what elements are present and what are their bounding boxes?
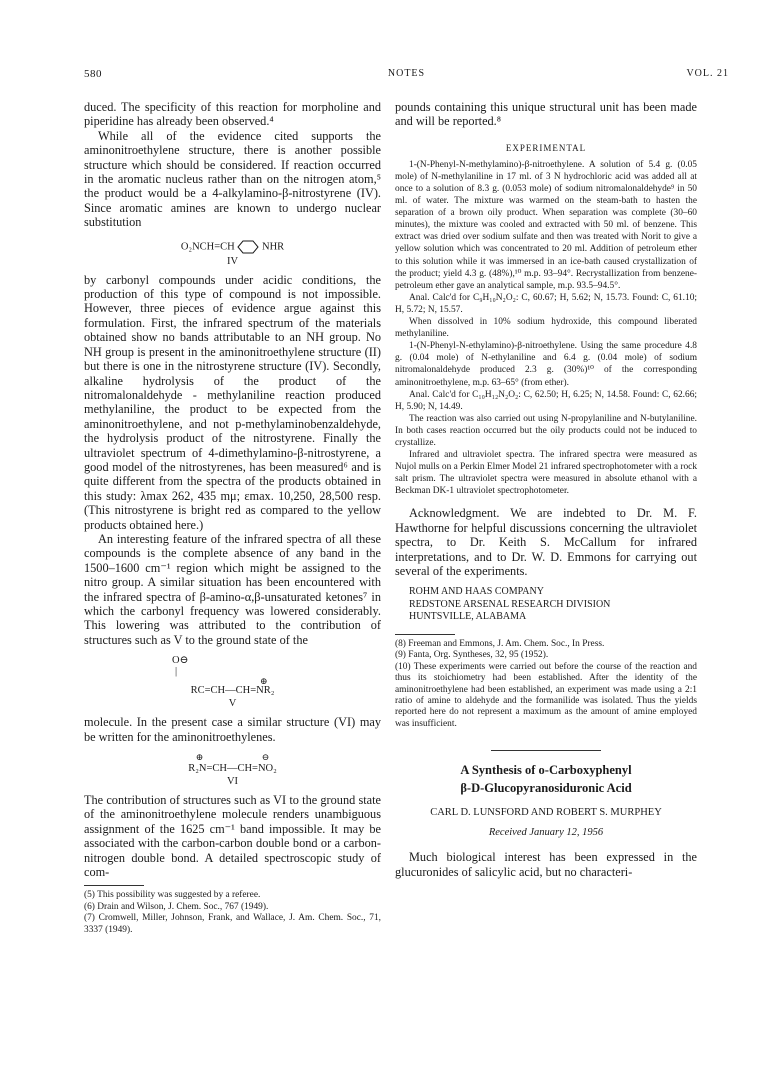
paragraph: While all of the evidence cited supports the aminonitroethylene structure, there is another possible structure which should be considered. If reaction occurred in the aromatic nucleus rather than on the nitrogen atom,⁵ the product would be a 4-alkylamino-β-nitrostyrene (IV). Since aromatic amines are known to undergo nuclear substitution xyxy=(84,128,381,230)
footnote-rule xyxy=(395,634,455,635)
footnote: (6) Drain and Wilson, J. Chem. Soc., 767 (1949). xyxy=(84,901,269,912)
formula-text: O⊖ xyxy=(172,655,189,667)
formula-iv xyxy=(84,240,381,267)
paragraph: pounds containing this unique structural unit has been made and will be reported.⁸ xyxy=(395,100,697,129)
formula-text: RC=CH—CH=NR₂ xyxy=(190,685,275,697)
affiliation-line: ROHM AND HAAS COMPANY xyxy=(409,586,544,598)
experimental-paragraph: Anal. Calc'd for C₁₀H₁₂N₂O₂: C, 62.50; H, 6.25; N, 14.58. Found: C, 62.66; H, 5.90; N, 14.49. xyxy=(395,389,697,412)
footnote: (8) Freeman and Emmons, J. Am. Chem. Soc., In Press. xyxy=(395,638,605,649)
benzene-ring-icon xyxy=(237,240,259,254)
experimental-paragraph: 1-(N-Phenyl-N-ethylamino)-β-nitroethylene. Using the same procedure 4.8 g. (0.04 mole) of N-ethylaniline and 6.4 g. (0.04 mole) of sodium nitromalonaldehyde produced 2.3 g. (30%)¹⁰ of the corresponding aminonitroethylene, m.p. 63–65° (from ether). xyxy=(395,341,697,388)
article-title-line: β-D-Glucopyranosiduronic Acid xyxy=(460,781,632,796)
running-title: NOTES xyxy=(387,68,426,79)
article-title xyxy=(395,761,697,797)
volume-label: VOL. 21 xyxy=(686,68,729,79)
formula-text: ⊕ xyxy=(260,676,268,687)
formula-text: | xyxy=(175,666,178,678)
affiliation-line: REDSTONE ARSENAL RESEARCH DIVISION xyxy=(409,598,611,610)
section-divider xyxy=(491,750,601,751)
formula-vi xyxy=(84,752,381,787)
article-title-line: A Synthesis of o-Carboxyphenyl xyxy=(460,763,632,778)
acknowledgment: Acknowledgment. We are indebted to Dr. M. F. Hawthorne for helpful discussions concerning the ultraviolet spectra, to Dr. Keith S. McCallum for infrared interpretations, and to Dr. W. D. Emmons for carrying out several of the experiments. xyxy=(395,506,697,579)
formula-text: ⊕ ⊖ xyxy=(195,752,270,763)
formula-label: IV xyxy=(226,255,239,267)
footnote: (7) Cromwell, Miller, Johnson, Frank, and Wallace, J. Am. Chem. Soc., 71, 3337 (1949). xyxy=(84,913,381,935)
experimental-paragraph: 1-(N-Phenyl-N-methylamino)-β-nitroethylene. A solution of 5.4 g. (0.05 mole) of N-methylaniline in 17 ml. of 3 N hydrochloric acid was added all at once to a solution of 8.3 g. (0.053 mole) of sodium nitromalonaldehyde⁹ in 50 ml. of water. The mixture was warmed on the steam-bath to hasten the separation of a brown oily product. When separation was complete (30–60 minutes), the mixture was cooled and extracted with 50 ml. of benzene. This extract was dried over sodium sulfate and then was treated with Norit to give a yellow solution which was concentrated to 20 ml. Addition of petroleum ether to this solution while it was immersed in an ice-bath caused crystallization of the product; yield 4.3 g. (48%),¹⁰ m.p. 93–94°. Recrystallization from benzene-petroleum ether gave an analytical sample, m.p. 93.5–94.5°. xyxy=(395,159,697,291)
article-authors: CARL D. LUNSFORD AND ROBERT S. MURPHEY xyxy=(430,807,662,819)
paragraph: Much biological interest has been expressed in the glucuronides of salicylic acid, but no characteri- xyxy=(395,850,697,879)
formula-label: V xyxy=(228,698,237,710)
paragraph: molecule. In the present case a similar structure (VI) may be written for the aminonitroethylenes. xyxy=(84,715,381,744)
formula-text: R₂N=CH—CH=NO₂ xyxy=(188,763,277,775)
running-header xyxy=(84,68,729,84)
paragraph: The contribution of structures such as VI to the ground state of the aminonitroethylene molecule renders unambiguous assignment of the 1625 cm⁻¹ band impossible. It may be associated with the carbon-carbon double bond or a carbon-nitrogen double bond. A detailed spectroscopic study of com- xyxy=(84,793,381,880)
footnote: (9) Fanta, Org. Syntheses, 32, 95 (1952). xyxy=(395,650,549,661)
page-number: 580 xyxy=(84,68,102,80)
experimental-paragraph: Infrared and ultraviolet spectra. The infrared spectra were measured as Nujol mulls on a Perkin Elmer Model 21 infrared spectrophotometer with a rock salt prism. The ultraviolet spectra were measured in absolute ethanol with a Beckman DK-1 ultraviolet spectrophotometer. xyxy=(395,450,698,497)
footnote-rule xyxy=(84,885,144,886)
section-heading: EXPERIMENTAL xyxy=(505,142,587,153)
affiliation xyxy=(395,586,697,624)
paragraph: by carbonyl compounds under acidic conditions, the production of this type of compound is not impossible. However, three pieces of evidence argue against this formulation. First, the infrared spectrum of the materials obtained show no bands attributable to an NH group. No NH group is present in the aminonitroethylene structure (II) but there is one in the nitrostyrene structure (IV). Secondly, alkaline hydrolysis of the product of the nitromalonaldehyde - methylaniline reaction produced methylaniline, the product to be expected from the aminonitroethylene, and not p-methylaminobenzaldehyde, the hydrolysis product of the nitrostyrene. Finally the ultraviolet spectrum of 4-dimethylamino-β-nitrostyrene, a good model of the nitrostyrenes, has been measured⁶ and is quite different from the spectra of the products obtained in this study: λmax 262, 435 mμ; εmax. 10,250, 28,500 resp. (This nitrostyrene is bright red as compared to the yellow products obtained here.) xyxy=(84,272,381,532)
formula-v xyxy=(84,655,381,709)
footnote: (5) This possibility was suggested by a referee. xyxy=(84,890,261,901)
paragraph: An interesting feature of the infrared spectra of all these compounds is the complete absence of any band in the 1500–1600 cm⁻¹ region which might be assigned to the nitro group. A similar situation has been encountered with the infrared spectra of β-amino-α,β-unsaturated ketones⁷ in which the carbonyl frequency was lowered considerably. This lowering was attributed to the contribution of structures such as V to the ground state of the xyxy=(84,531,381,647)
formula-label: VI xyxy=(226,776,239,788)
affiliation-line: HUNTSVILLE, ALABAMA xyxy=(409,611,527,623)
experimental-paragraph: When dissolved in 10% sodium hydroxide, this compound liberated methylaniline. xyxy=(395,317,697,340)
experimental-paragraph: The reaction was also carried out using N-propylaniline and N-butylaniline. In both cases reaction occurred but the oily products could not be induced to crystallize. xyxy=(395,413,697,448)
experimental-paragraph: Anal. Calc'd for C₉H₁₀N₂O₂: C, 60.67; H, 5.62; N, 15.73. Found: C, 61.10; H, 5.72; N, 15.57. xyxy=(395,292,697,315)
formula-text: O₂NCH=CH xyxy=(180,241,235,253)
right-column xyxy=(395,100,697,879)
formula-text: NHR xyxy=(262,241,285,253)
received-date: Received January 12, 1956 xyxy=(488,827,604,839)
footnote: (10) These experiments were carried out before the course of the reaction and thus its stoichiometry had been established. After the identity of the aminonitroethylene had been established, an experiment was made using a 2:1 ratio of amine to aldehyde and the formanilide was isolated. Thus the yields reported here do not represent a maximum as the amount of amine employed was insufficient. xyxy=(395,661,697,729)
left-column xyxy=(84,100,381,936)
paragraph: duced. The specificity of this reaction for morpholine and piperidine has already been observed.⁴ xyxy=(84,100,381,129)
